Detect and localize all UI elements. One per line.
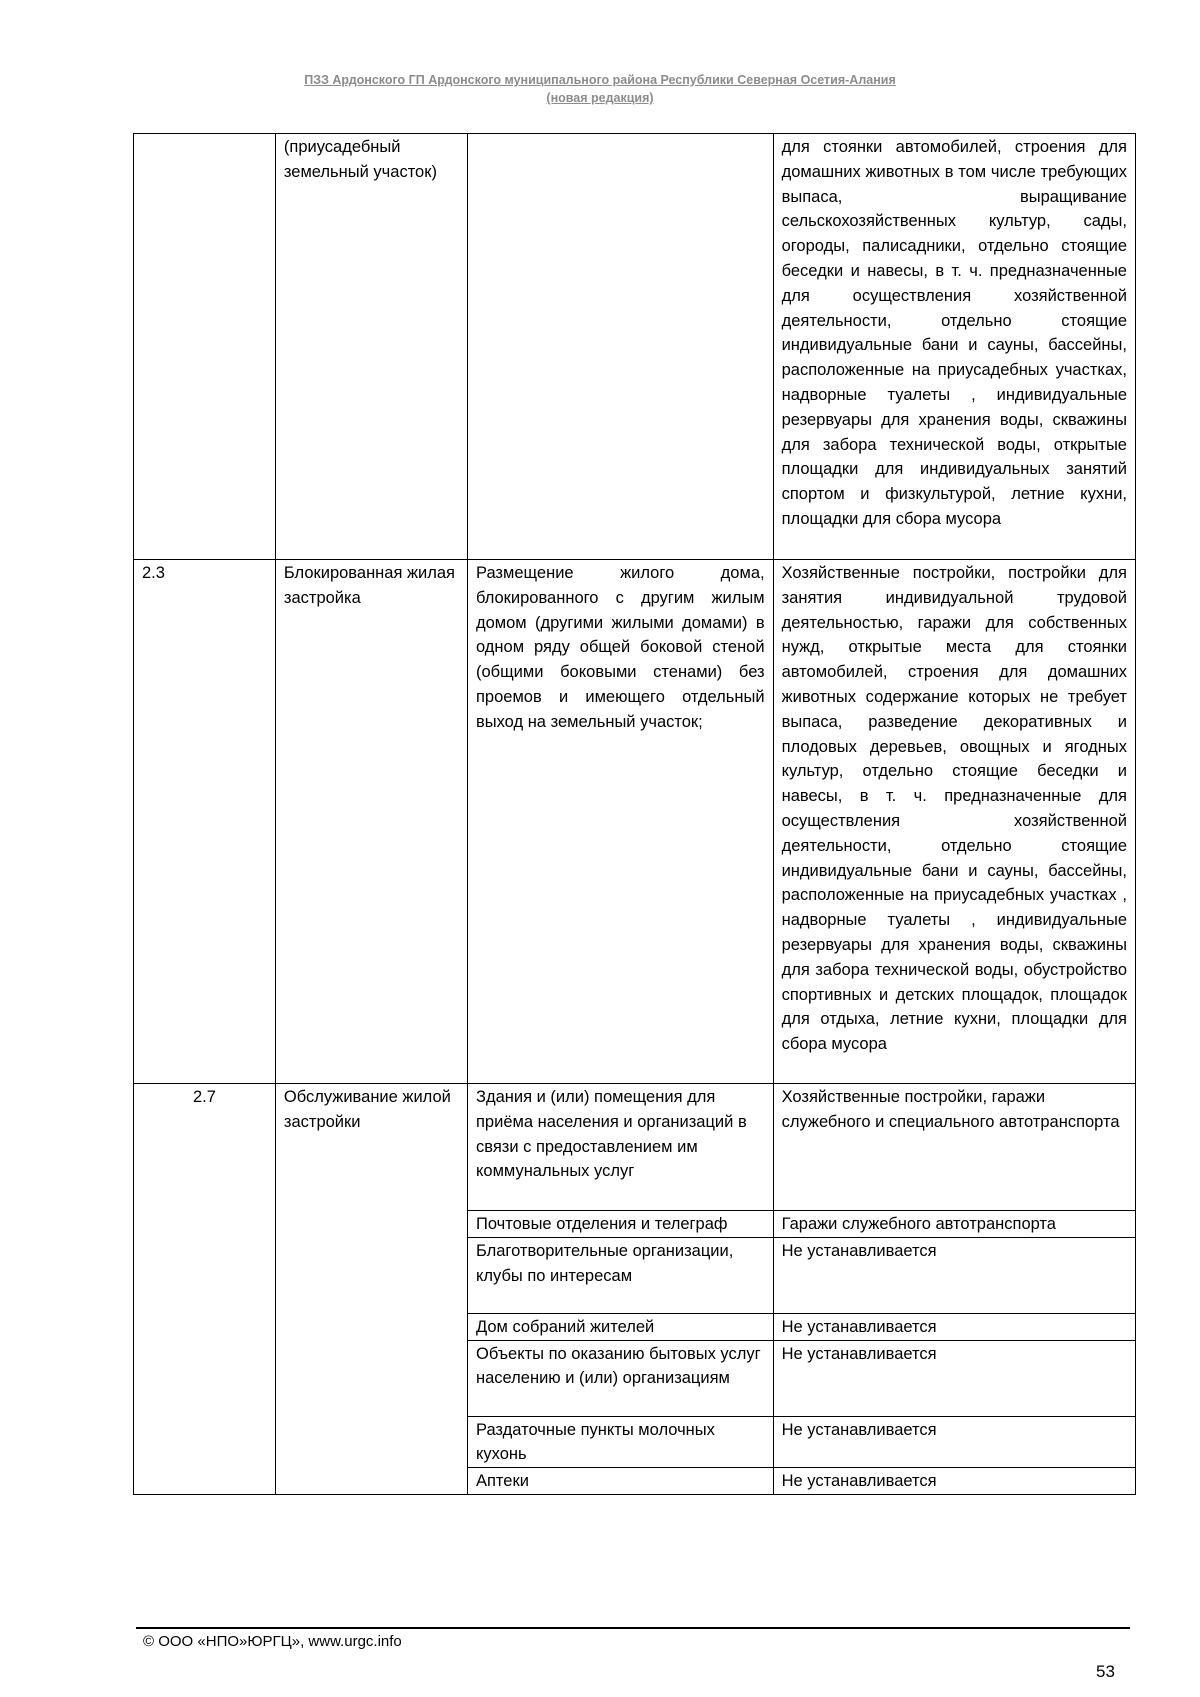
auxiliary-use-cell: Не устанавливается bbox=[773, 1237, 1135, 1313]
code-cell: 2.7 bbox=[134, 1084, 276, 1495]
auxiliary-use-cell: Не устанавливается bbox=[773, 1313, 1135, 1340]
description-cell: Дом собраний жителей bbox=[467, 1313, 773, 1340]
auxiliary-use-cell: Не устанавливается bbox=[773, 1416, 1135, 1468]
description-cell: Аптеки bbox=[467, 1468, 773, 1495]
use-name-cell: Блокированная жилая застройка bbox=[275, 560, 467, 1084]
description-cell: Здания и (или) помещения для приёма населения и организаций в связи с предоставлением им коммунальных услуг bbox=[467, 1084, 773, 1211]
table-row bbox=[134, 560, 1136, 1084]
description-cell: Благотворительные организации, клубы по интересам bbox=[467, 1237, 773, 1313]
header-subtitle: (новая редакция) bbox=[546, 91, 654, 105]
auxiliary-use-cell: Гаражи служебного автотранспорта bbox=[773, 1211, 1135, 1238]
description-cell: Размещение жилого дома, блокированного с другим жилым домом (другими жилыми домами) в одном ряду общей боковой стеной (общими боковыми стенами) без проемов и имеющего отдельный выход на земельный участок; bbox=[467, 560, 773, 1084]
auxiliary-use-cell: Хозяйственные постройки, постройки для занятия индивидуальной трудовой деятельностью, гаражи для собственных нужд, открытые места для стоянки автомобилей, строения для домашних животных содержание которых не требует выпаса, разведение декоративных и плодовых деревьев, овощных и ягодных культур, отдельно стоящие беседки и навесы, в т. ч. предназначенные для осуществления хозяйственной деятельности, отдельно стоящие индивидуальные бани и сауны, бассейны, расположенные на приусадебных участках , надворные туалеты , индивидуальные резервуары для хранения воды, скважины для забора технической воды, обустройство спортивных и детских площадок, площадок для отдыха, летние кухни, площадки для сбора мусора bbox=[773, 560, 1135, 1084]
header-title: ПЗЗ Ардонского ГП Ардонского муниципального района Республики Северная Осетия-Алания bbox=[304, 73, 896, 87]
code-cell: 2.3 bbox=[134, 560, 276, 1084]
auxiliary-use-cell: Хозяйственные постройки, гаражи служебного и специального автотранспорта bbox=[773, 1084, 1135, 1211]
description-cell: Раздаточные пункты молочных кухонь bbox=[467, 1416, 773, 1468]
page-number: 53 bbox=[1096, 1662, 1115, 1681]
auxiliary-use-cell: для стоянки автомобилей, строения для домашних животных в том числе требующих выпаса, выращивание сельскохозяйственных культур, сады, огороды, палисадники, отдельно стоящие беседки и навесы, в т. ч. предназначенные для осуществления хозяйственной деятельности, отдельно стоящие индивидуальные бани и сауны, бассейны, расположенные на приусадебных участках, надворные туалеты , индивидуальные резервуары для хранения воды, скважины для забора технической воды, открытые площадки для индивидуальных занятий спортом и физкультурой, летние кухни, площадки для сбора мусора bbox=[773, 134, 1135, 560]
description-cell bbox=[467, 134, 773, 560]
use-name-cell: Обслуживание жилой застройки bbox=[275, 1084, 467, 1495]
description-cell: Почтовые отделения и телеграф bbox=[467, 1211, 773, 1238]
table-row bbox=[134, 134, 1136, 560]
use-name-cell: (приусадебный земельный участок) bbox=[275, 134, 467, 560]
footer-copyright: © ООО «НПО»ЮРГЦ», www.urgc.info bbox=[143, 1633, 402, 1650]
page-header bbox=[0, 71, 1200, 107]
footer-divider bbox=[136, 1627, 1130, 1629]
description-cell: Объекты по оказанию бытовых услуг населению и (или) организациям bbox=[467, 1340, 773, 1416]
code-cell bbox=[134, 134, 276, 560]
auxiliary-use-cell: Не устанавливается bbox=[773, 1340, 1135, 1416]
table-row bbox=[134, 1084, 1136, 1211]
land-use-table bbox=[133, 133, 1136, 1495]
auxiliary-use-cell: Не устанавливается bbox=[773, 1468, 1135, 1495]
